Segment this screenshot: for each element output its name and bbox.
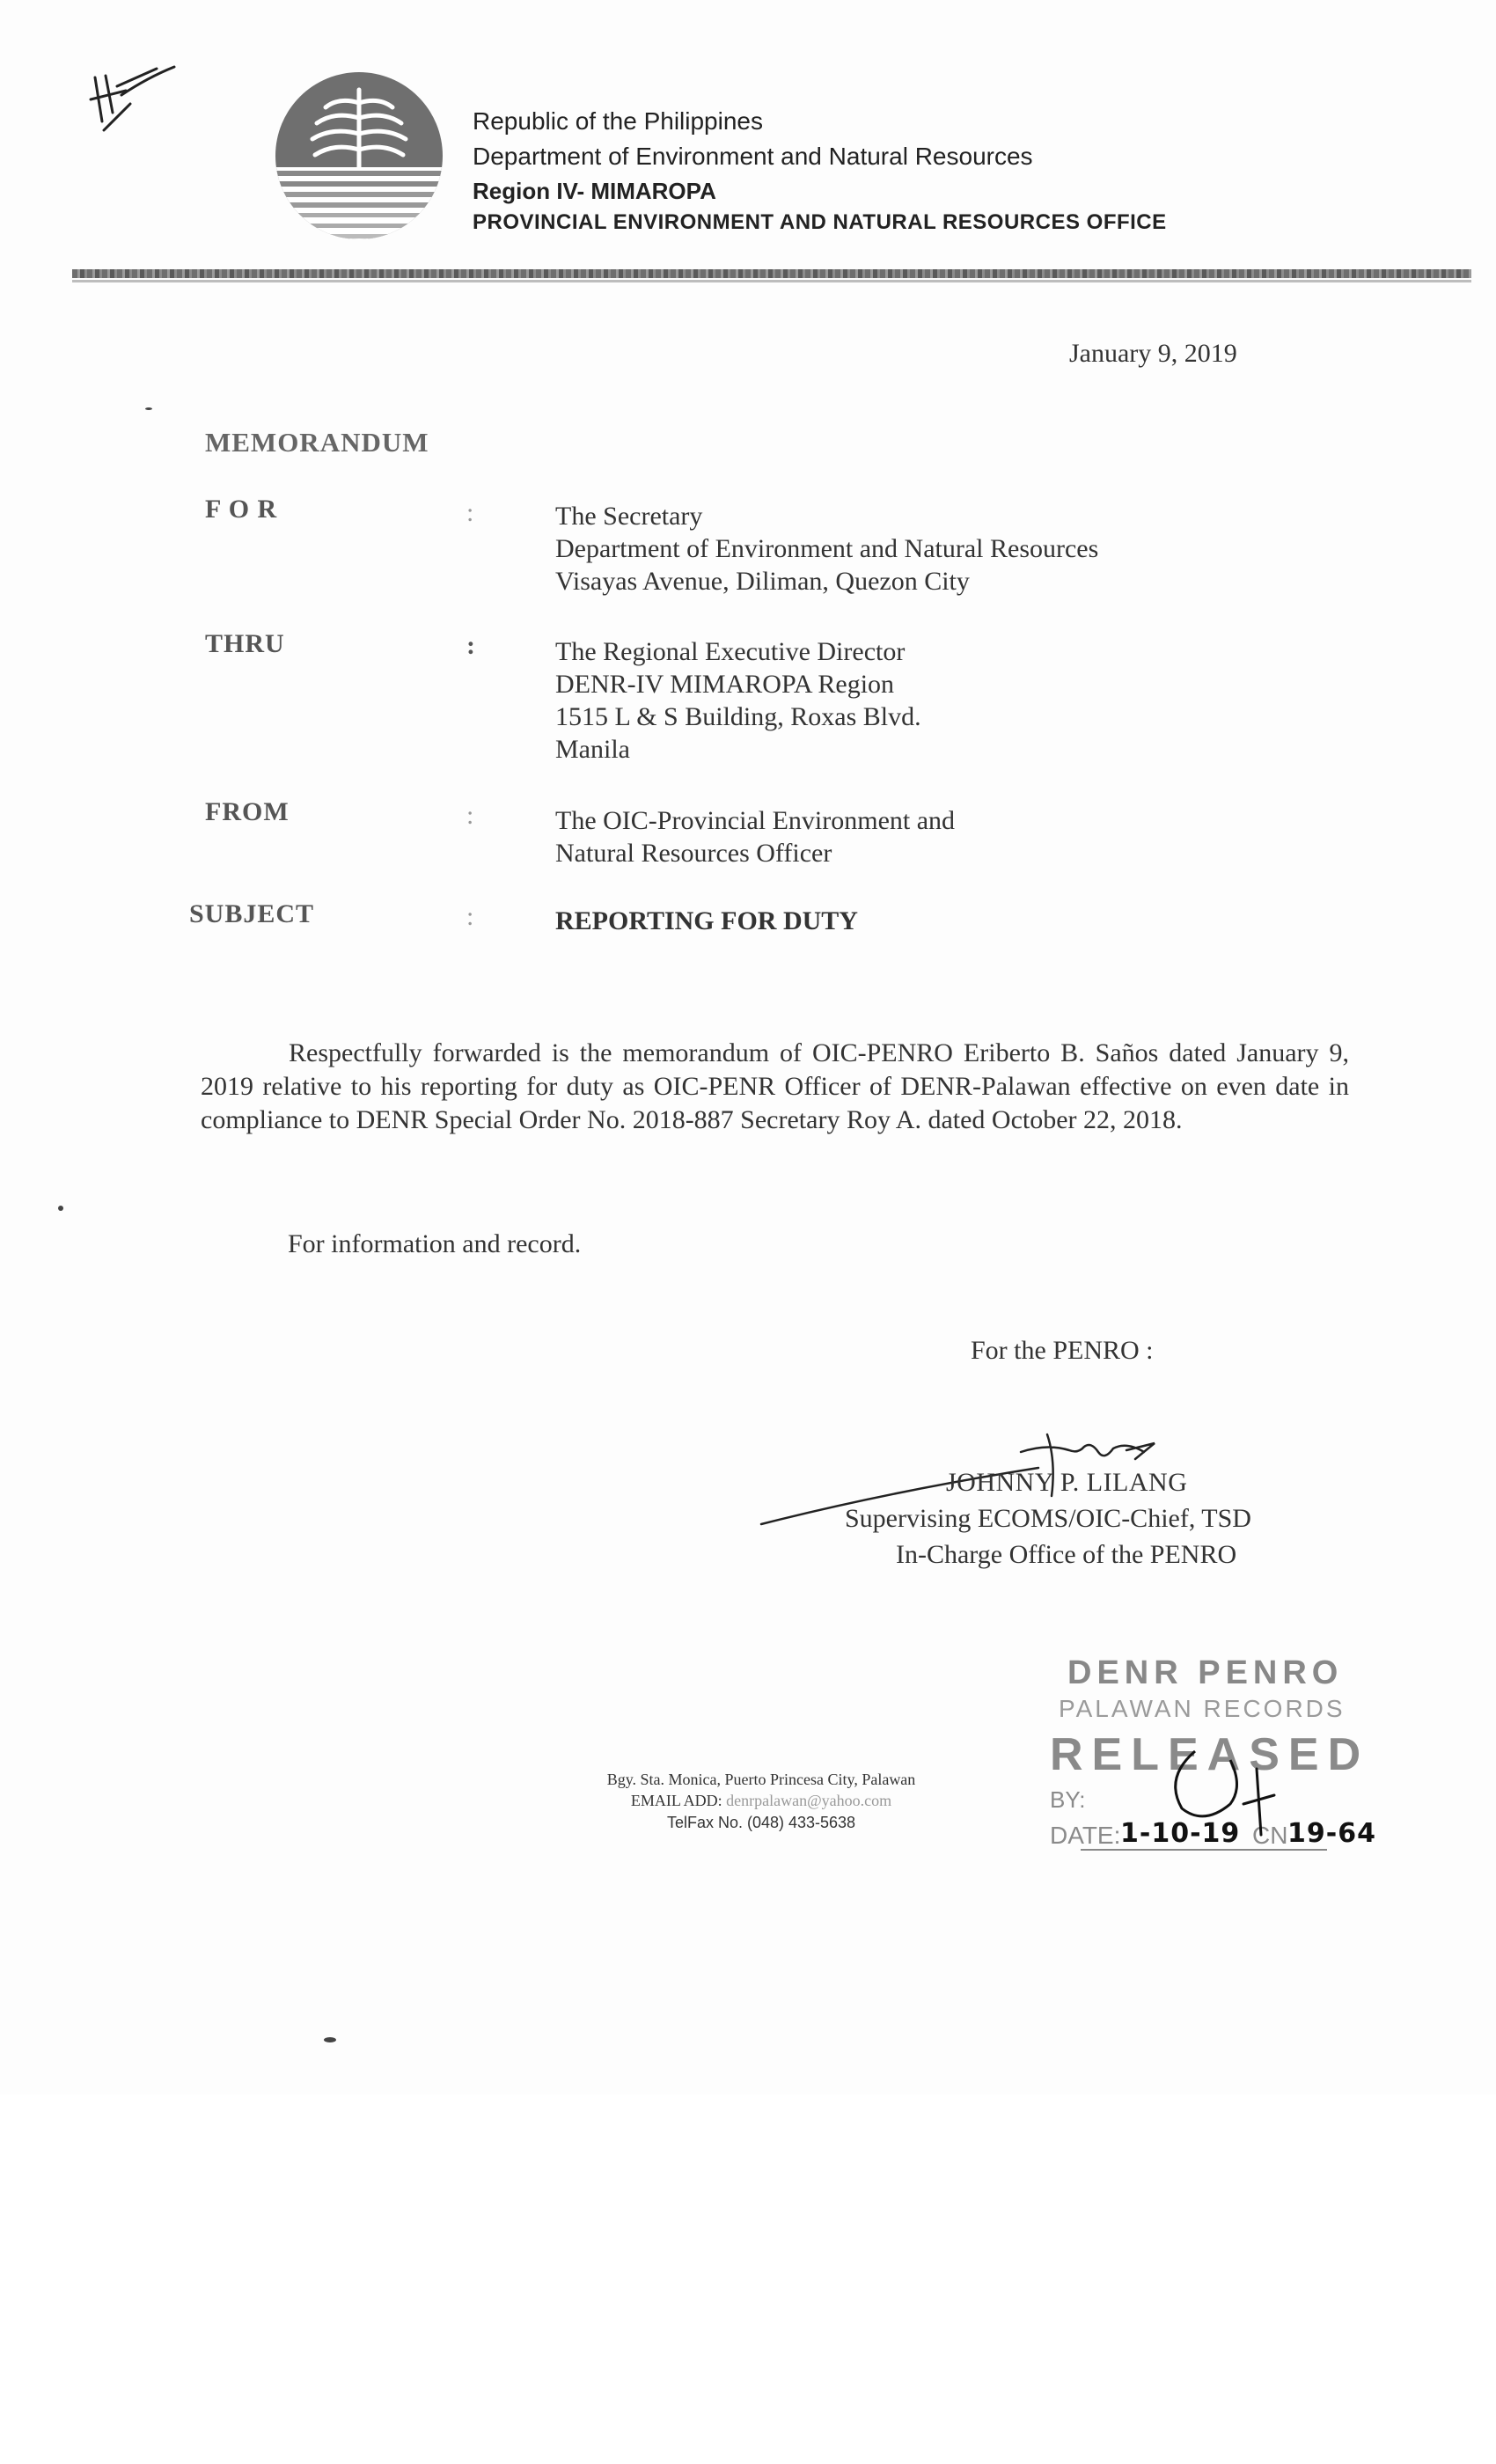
memo-thru-line: The Regional Executive Director: [555, 637, 906, 666]
footer-address-block: [546, 1769, 977, 1834]
stamp-records: PALAWAN RECORDS: [1059, 1695, 1346, 1722]
header-divider-underline: [72, 280, 1471, 282]
memo-subject-colon: :: [466, 902, 474, 931]
memo-body-text: Respectfully forwarded is the memorandum of OIC-PENRO Eriberto B. Saños dated January 9, 2019 relative to his reporting for duty as OIC-PENR Officer of DENR-Palawan effective on even date in compliance to DENR Special Order No. 2018-887 Secretary Roy A. dated October 22, 2018.: [201, 1038, 1349, 1134]
scan-speck: [324, 2037, 336, 2042]
letterhead-office: PROVINCIAL ENVIRONMENT AND NATURAL RESOURCES OFFICE: [473, 210, 1167, 234]
footer-email: denrpalawan@yahoo.com: [726, 1792, 892, 1809]
memo-thru-label: THRU: [205, 629, 285, 658]
memo-thru-line: 1515 L & S Building, Roxas Blvd.: [555, 702, 921, 731]
blank-margin: [0, 2094, 1496, 2464]
stamp-cn-value: 19-64: [1287, 1818, 1376, 1849]
scan-speck: [58, 1206, 63, 1211]
stamp-date-label: DATE:: [1050, 1822, 1121, 1849]
memo-for-line: Department of Environment and Natural Resources: [555, 534, 1099, 563]
released-stamp: [1041, 1654, 1393, 1866]
footer-address: Bgy. Sta. Monica, Puerto Princesa City, Palawan: [606, 1771, 916, 1788]
letterhead-region: Region IV- MIMAROPA: [473, 178, 716, 204]
memo-for-line: Visayas Avenue, Diliman, Quezon City: [555, 567, 970, 596]
handwritten-initials: [86, 60, 183, 139]
footer-email-line: [546, 1790, 977, 1811]
letterhead: [473, 104, 1167, 238]
letterhead-department: Department of Environment and Natural Resources: [473, 143, 1033, 170]
memo-date: January 9, 2019: [1069, 339, 1237, 368]
signatory-office: In-Charge Office of the PENRO: [896, 1540, 1237, 1569]
stamp-office: DENR PENRO: [1067, 1654, 1344, 1691]
letterhead-republic: Republic of the Philippines: [473, 107, 763, 135]
footer-telfax: TelFax No. (048) 433-5638: [666, 1814, 856, 1831]
memo-from-sender: [555, 804, 955, 869]
signature-for-line: For the PENRO :: [971, 1336, 1154, 1365]
stamp-initials-mark: [1041, 1654, 1393, 1866]
memo-from-colon: :: [466, 801, 474, 830]
memo-from-label: FROM: [205, 797, 290, 826]
memo-thru-line: DENR-IV MIMAROPA Region: [555, 670, 895, 699]
stamp-cn-label: CN: [1252, 1822, 1288, 1849]
signatory-title: Supervising ECOMS/OIC-Chief, TSD: [845, 1504, 1251, 1533]
memo-title: MEMORANDUM: [205, 427, 429, 458]
memo-thru-line: Manila: [555, 735, 630, 764]
memo-from-line: Natural Resources Officer: [555, 839, 832, 868]
scan-speck: [145, 407, 152, 410]
memo-body-paragraph: [201, 1037, 1349, 1137]
denr-logo-icon: [264, 72, 453, 248]
memo-for-label: F O R: [205, 495, 278, 524]
stamp-date-value: 1-10-19: [1120, 1818, 1241, 1849]
memo-for-colon: :: [466, 498, 474, 527]
memo-thru-recipient: [555, 635, 921, 766]
memo-subject-label: SUBJECT: [189, 899, 315, 928]
footer-email-label: EMAIL ADD:: [630, 1792, 722, 1809]
memo-for-line: The Secretary: [555, 502, 703, 531]
stamp-released: RELEASED: [1050, 1729, 1370, 1780]
header-divider: [72, 269, 1471, 278]
memo-for-recipient: [555, 500, 1098, 598]
stamp-by-label: BY:: [1050, 1786, 1086, 1813]
memo-subject-text: REPORTING FOR DUTY: [555, 906, 858, 935]
memo-thru-colon: :: [466, 631, 475, 660]
memo-closing: For information and record.: [288, 1229, 582, 1258]
signatory-name: JOHNNY P. LILANG: [946, 1468, 1188, 1497]
memo-from-line: The OIC-Provincial Environment and: [555, 806, 956, 835]
